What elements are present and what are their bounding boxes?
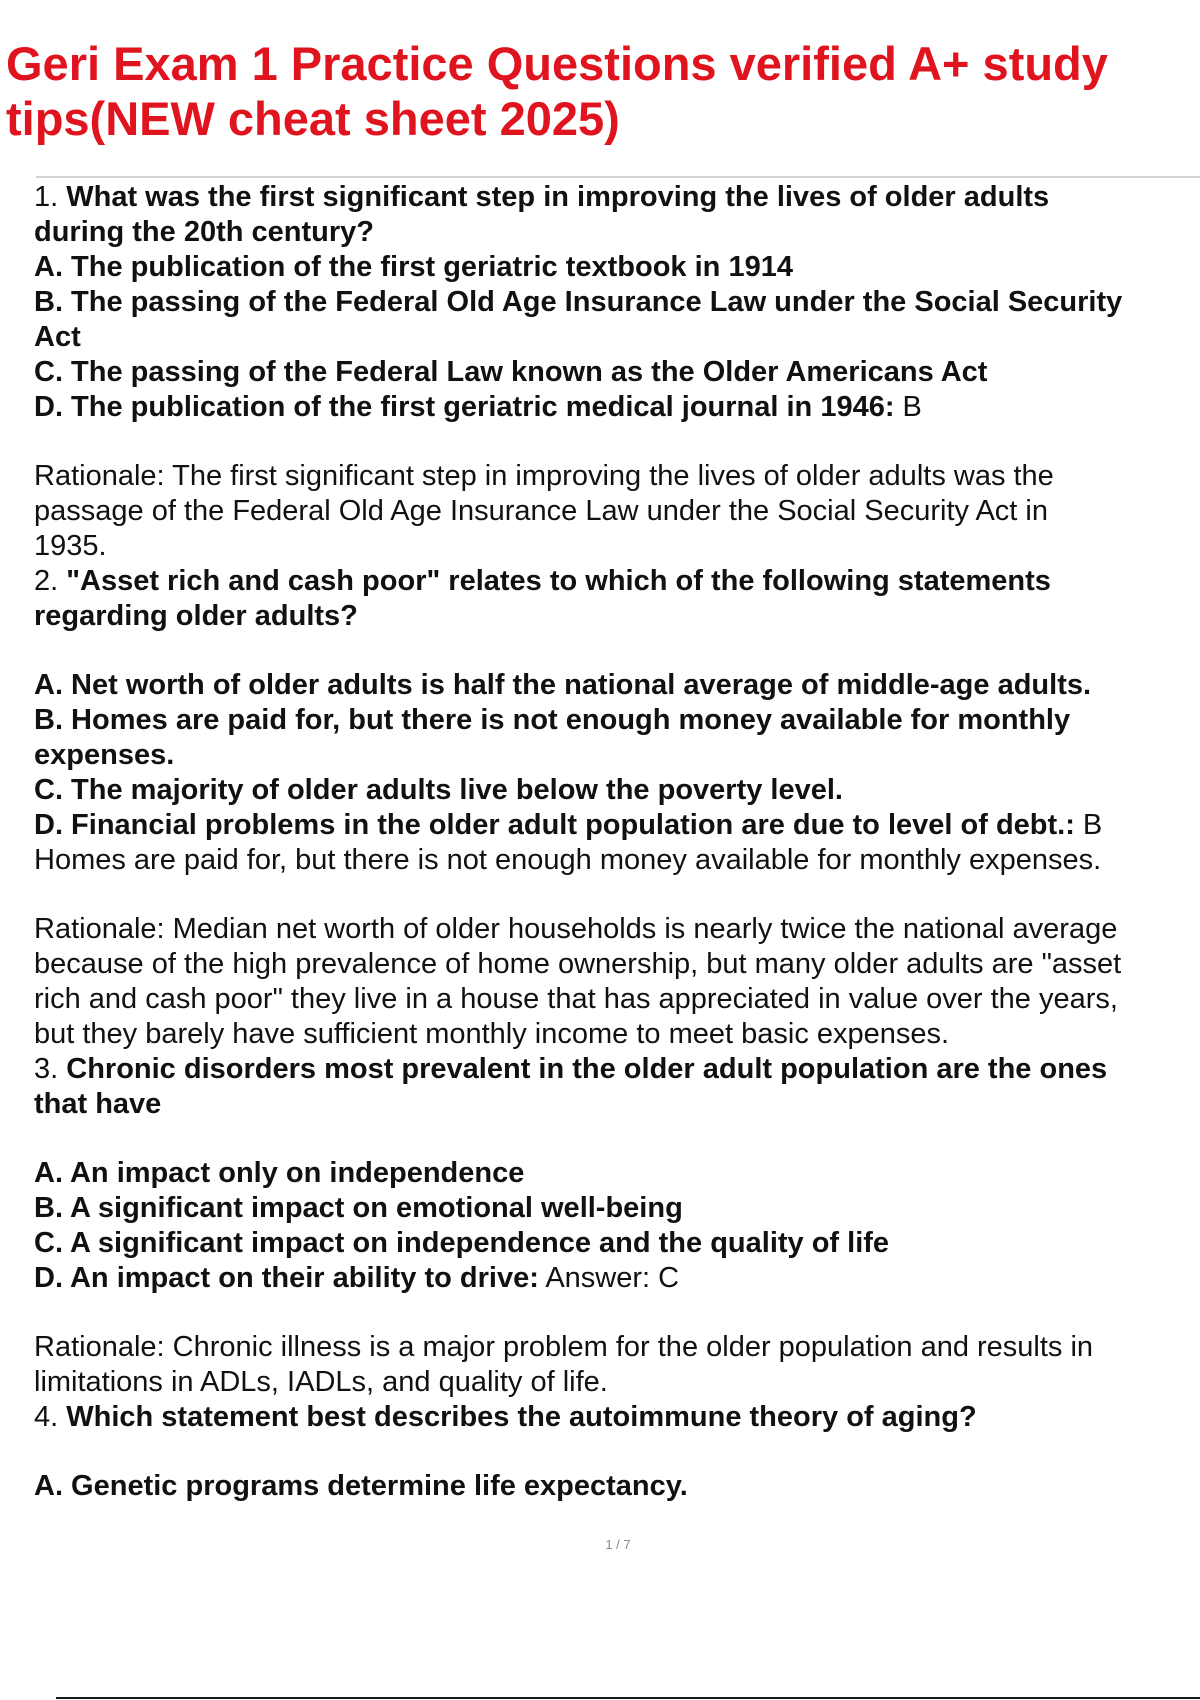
question-1-option-a: A. The publication of the first geriatric textbook in 1914	[34, 251, 793, 283]
question-2-answer: B	[1074, 809, 1103, 841]
question-2-answer-text: Homes are paid for, but there is not enough money available for monthly expenses.	[34, 844, 1102, 876]
question-3-number: 3.	[34, 1053, 59, 1085]
question-4	[34, 1400, 1200, 1504]
question-2-option-b-line-1: B. Homes are paid for, but there is not enough money available for monthly	[34, 704, 1071, 736]
question-2-rationale-line-1: Rationale: Median net worth of older households is nearly twice the national average	[34, 913, 1118, 945]
question-1-stem: What was the first significant step in improving the lives of older adults	[66, 181, 1050, 213]
question-1-number: 1.	[34, 181, 59, 213]
question-3-option-d-line	[34, 1261, 1200, 1296]
title-line-2: tips(NEW cheat sheet 2025)	[6, 92, 620, 145]
question-1	[34, 180, 1200, 564]
question-2-option-d-line	[34, 808, 1200, 843]
question-3-option-a: A. An impact only on independence	[34, 1157, 525, 1189]
question-2-option-d: D. Financial problems in the older adult population are due to level of debt.:	[34, 809, 1075, 841]
question-3-option-b: B. A significant impact on emotional well-being	[34, 1192, 683, 1224]
question-2-number: 2.	[34, 565, 59, 597]
question-2-stem: "Asset rich and cash poor" relates to which of the following statements	[66, 565, 1051, 597]
question-4-text-line-1	[34, 1400, 1200, 1435]
question-2-text-line-2: regarding older adults?	[34, 600, 358, 632]
question-2-option-c: C. The majority of older adults live below the poverty level.	[34, 774, 843, 806]
question-1-option-b-line-1: B. The passing of the Federal Old Age Insurance Law under the Social Security	[34, 286, 1123, 318]
title-line-1: Geri Exam 1 Practice Questions verified A+ study	[6, 37, 1108, 90]
question-1-option-c: C. The passing of the Federal Law known as the Older Americans Act	[34, 356, 988, 388]
question-2-rationale-line-2: because of the high prevalence of home ownership, but many older adults are "asset	[34, 948, 1122, 980]
question-3-text-line-1	[34, 1052, 1200, 1087]
spacer	[34, 425, 1200, 459]
title-divider	[36, 176, 1200, 178]
question-1-rationale-line-2: passage of the Federal Old Age Insurance Law under the Social Security Act in	[34, 495, 1048, 527]
question-2-rationale-line-4: but they barely have sufficient monthly income to meet basic expenses.	[34, 1018, 950, 1050]
spacer	[34, 1435, 1200, 1469]
question-1-rationale-line-3: 1935.	[34, 530, 107, 562]
spacer	[34, 878, 1200, 912]
spacer	[34, 1296, 1200, 1330]
question-2-text-line-1	[34, 564, 1200, 599]
question-3-option-d: D. An impact on their ability to drive:	[34, 1262, 539, 1294]
question-2-rationale-line-3: rich and cash poor" they live in a house that has appreciated in value over the years,	[34, 983, 1118, 1015]
question-3-rationale-line-1: Rationale: Chronic illness is a major problem for the older population and results in	[34, 1331, 1094, 1363]
question-2	[34, 564, 1200, 1052]
spacer	[34, 634, 1200, 668]
question-1-option-d: D. The publication of the first geriatric medical journal in 1946:	[34, 391, 895, 423]
question-3-option-c: C. A significant impact on independence and the quality of life	[34, 1227, 890, 1259]
question-1-text-line-2: during the 20th century?	[34, 216, 374, 248]
question-4-stem: Which statement best describes the autoimmune theory of aging?	[66, 1401, 977, 1433]
question-4-option-a: A. Genetic programs determine life expectancy.	[34, 1470, 688, 1502]
question-3-text-line-2: that have	[34, 1088, 162, 1120]
question-1-option-d-line	[34, 390, 1200, 425]
question-2-option-b-line-2: expenses.	[34, 739, 175, 771]
question-list	[34, 180, 1200, 1504]
question-1-text-line-1	[34, 180, 1200, 215]
question-3-rationale-line-2: limitations in ADLs, IADLs, and quality of life.	[34, 1366, 608, 1398]
question-1-answer: B	[894, 391, 922, 423]
question-3-answer: Answer: C	[538, 1262, 680, 1294]
question-1-option-b-line-2: Act	[34, 321, 81, 353]
document-title	[6, 36, 1186, 146]
question-4-number: 4.	[34, 1401, 59, 1433]
question-2-option-a: A. Net worth of older adults is half the national average of middle-age adults.	[34, 669, 1092, 701]
question-1-rationale-line-1: Rationale: The first significant step in improving the lives of older adults was the	[34, 460, 1054, 492]
question-3	[34, 1052, 1200, 1400]
bottom-divider	[56, 1697, 1200, 1699]
spacer	[34, 1122, 1200, 1156]
question-3-stem: Chronic disorders most prevalent in the older adult population are the ones	[66, 1053, 1108, 1085]
page-number: 1 / 7	[605, 1537, 631, 1552]
